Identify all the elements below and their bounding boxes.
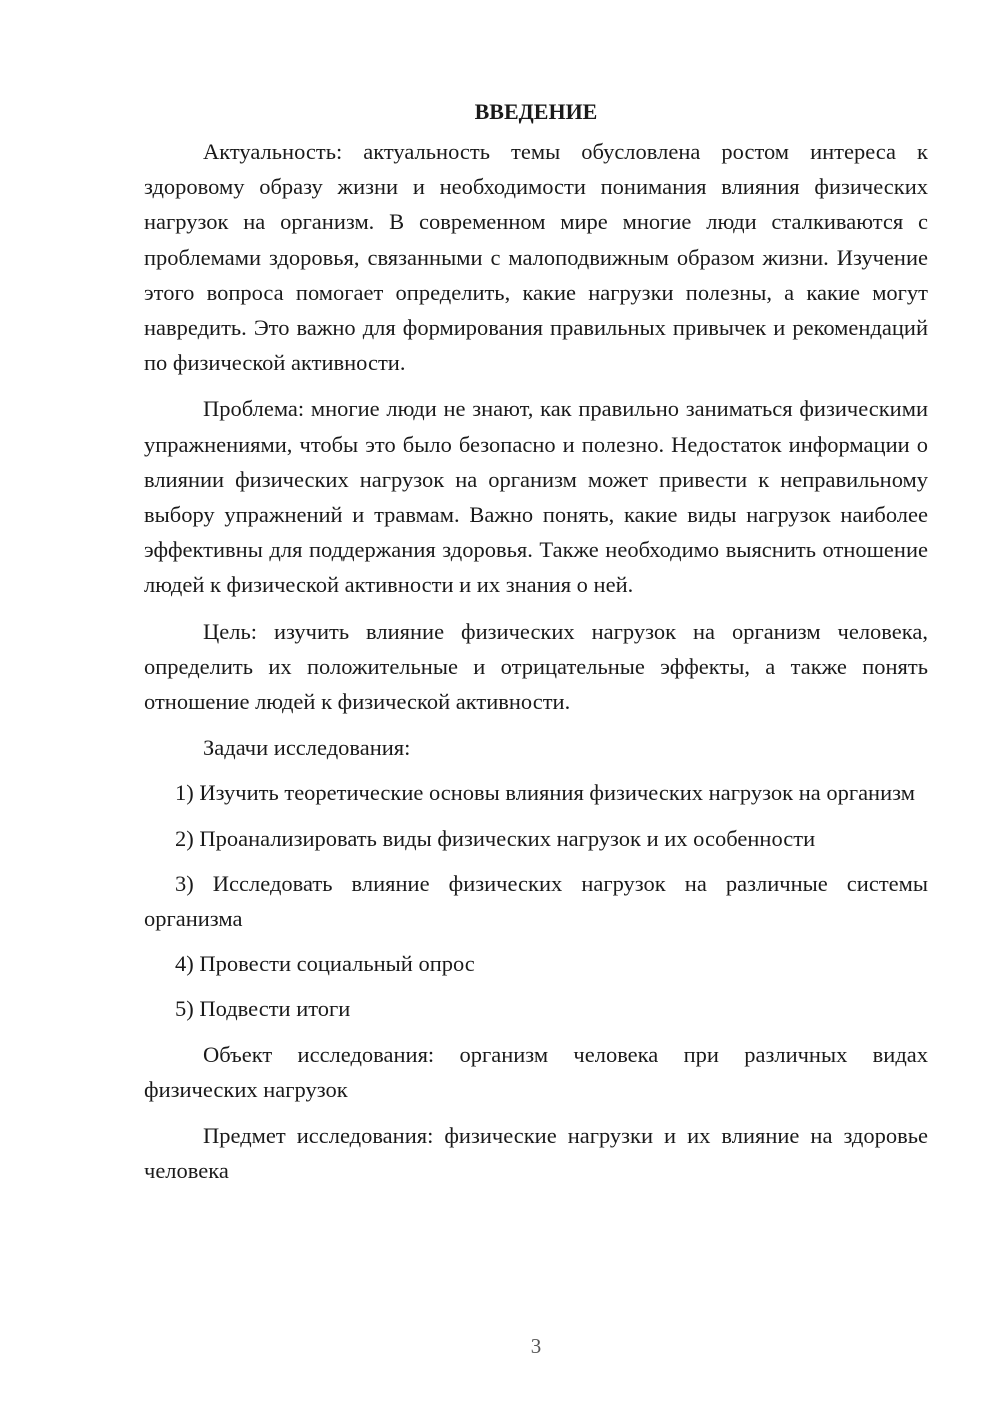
paragraph-relevance: Актуальность: актуальность темы обусловлена ростом интереса к здоровому образу жизни и необходимости понимания влияния физических нагрузок на организм. В современном мире многие люди сталкиваются с проблемами здоровья, связанными с малоподвижным образом жизни. Изучение этого вопроса помогает определить, какие нагрузки полезны, а какие могут навредить. Это важно для формирования правильных привычек и рекомендаций по физической активности. bbox=[144, 139, 928, 376]
document-page bbox=[144, 94, 928, 1199]
paragraph-object: Объект исследования: организм человека при различных видах физических нагрузок bbox=[144, 1041, 928, 1102]
task-item-3: 3) Исследовать влияние физических нагрузок на различные системы организма bbox=[144, 870, 928, 932]
task-item-4: 4) Провести социальный опрос bbox=[175, 951, 475, 977]
tasks-title: Задачи исследования: bbox=[203, 735, 411, 761]
page-number: 3 bbox=[530, 1334, 542, 1358]
task-item-1: 1) Изучить теоретические основы влияния физических нагрузок на организм bbox=[175, 780, 915, 806]
task-item-2: 2) Проанализировать виды физических нагрузок и их особенности bbox=[175, 825, 816, 851]
paragraph-goal: Цель: изучить влияние физических нагрузок на организм человека, определить их положительные и отрицательные эффекты, а также понять отношение людей к физической активности. bbox=[144, 618, 928, 715]
task-item-5: 5) Подвести итоги bbox=[175, 996, 351, 1022]
section-heading: ВВЕДЕНИЕ bbox=[474, 99, 598, 124]
paragraph-problem: Проблема: многие люди не знают, как правильно заниматься физическими упражнениями, чтобы это было безопасно и полезно. Недостаток информации о влиянии физических нагрузок на организм может привести к неправильному выбору упражнений и травмам. Важно понять, какие виды нагрузок наиболее эффективны для поддержания здоровья. Также необходимо выяснить отношение людей к физической активности и их знания о ней. bbox=[144, 396, 928, 598]
paragraph-subject: Предмет исследования: физические нагрузки и их влияние на здоровье человека bbox=[144, 1123, 928, 1184]
